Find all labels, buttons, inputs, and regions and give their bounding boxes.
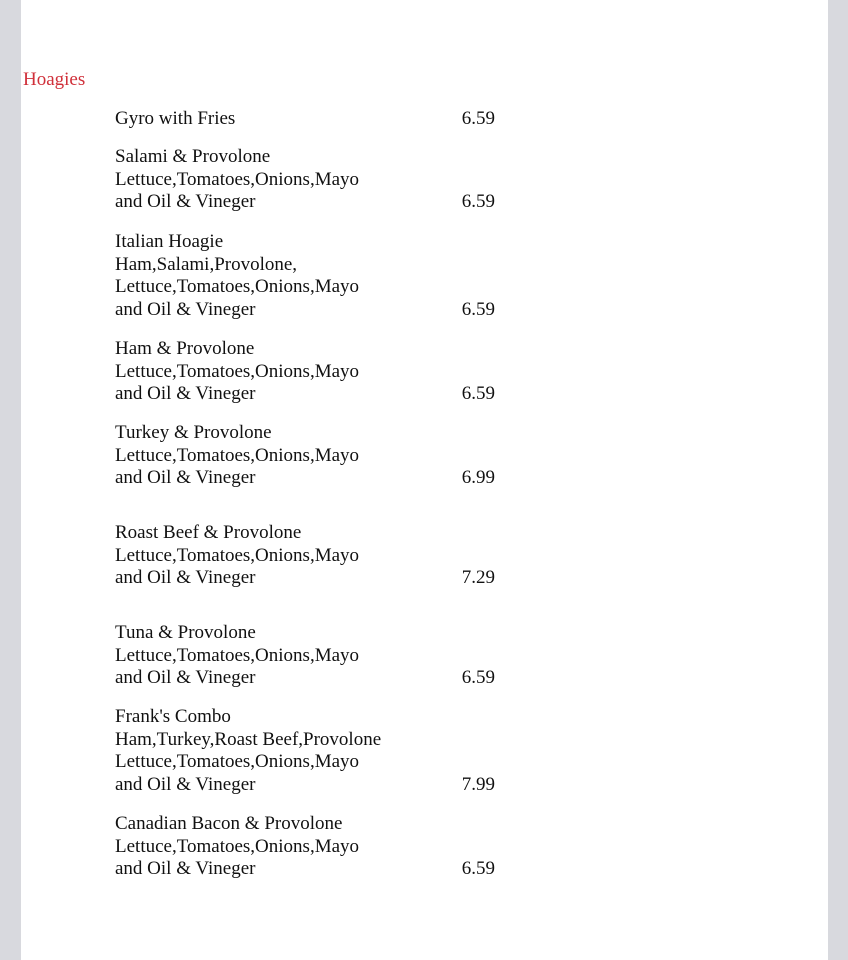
item-desc: Lettuce,Tomatoes,Onions,Mayo	[115, 360, 360, 382]
menu-item-canadian-bacon	[115, 813, 495, 881]
menu-item-turkey	[115, 422, 495, 490]
item-desc: and Oil & Vineger	[115, 298, 256, 320]
menu-page	[21, 0, 828, 960]
menu-item-franks-combo	[115, 706, 495, 796]
item-price: 7.99	[461, 773, 495, 795]
menu-item-roast-beef	[115, 522, 495, 590]
menu-item-gyro	[115, 108, 495, 131]
item-desc: and Oil & Vineger	[115, 773, 256, 795]
menu-item-ham	[115, 338, 495, 406]
item-name: Italian Hoagie	[115, 231, 224, 252]
item-desc: Lettuce,Tomatoes,Onions,Mayo	[115, 644, 360, 666]
item-desc: Lettuce,Tomatoes,Onions,Mayo	[115, 168, 360, 190]
item-desc: Lettuce,Tomatoes,Onions,Mayo	[115, 444, 360, 466]
item-desc: Lettuce,Tomatoes,Onions,Mayo	[115, 544, 360, 566]
item-desc: Ham,Salami,Provolone,	[115, 253, 298, 275]
item-price: 6.59	[461, 858, 495, 879]
menu-item-italian	[115, 231, 495, 321]
item-desc: and Oil & Vineger	[115, 467, 256, 488]
item-price: 6.59	[461, 298, 495, 320]
item-name: Frank's Combo	[115, 706, 231, 727]
item-price: 6.99	[461, 467, 495, 488]
item-price: 6.59	[461, 191, 495, 212]
item-price: 6.59	[461, 108, 495, 129]
item-price: 6.59	[461, 667, 495, 688]
item-name: Turkey & Provolone	[115, 422, 272, 443]
item-desc: and Oil & Vineger	[115, 667, 256, 688]
item-name: Ham & Provolone	[115, 338, 255, 359]
item-name: Canadian Bacon & Provolone	[115, 813, 343, 834]
item-price: 7.29	[461, 567, 495, 588]
item-desc: and Oil & Vineger	[115, 858, 256, 879]
item-price: 6.59	[461, 383, 495, 404]
item-desc: Lettuce,Tomatoes,Onions,Mayo	[115, 276, 360, 297]
item-desc: Ham,Turkey,Roast Beef,Provolone	[115, 728, 382, 750]
menu-item-salami	[115, 146, 495, 214]
item-desc: and Oil & Vineger	[115, 191, 256, 212]
item-name: Salami & Provolone	[115, 146, 271, 167]
section-title	[21, 69, 828, 91]
item-desc: and Oil & Vineger	[115, 383, 256, 404]
item-desc: and Oil & Vineger	[115, 567, 256, 588]
item-desc: Lettuce,Tomatoes,Onions,Mayo	[115, 835, 360, 857]
menu-item-tuna	[115, 622, 495, 690]
section-title-text: Hoagies	[23, 69, 86, 90]
item-name: Gyro with Fries	[115, 108, 236, 129]
item-desc: Lettuce,Tomatoes,Onions,Mayo	[115, 751, 360, 772]
item-name: Roast Beef & Provolone	[115, 522, 302, 543]
item-name: Tuna & Provolone	[115, 622, 256, 643]
